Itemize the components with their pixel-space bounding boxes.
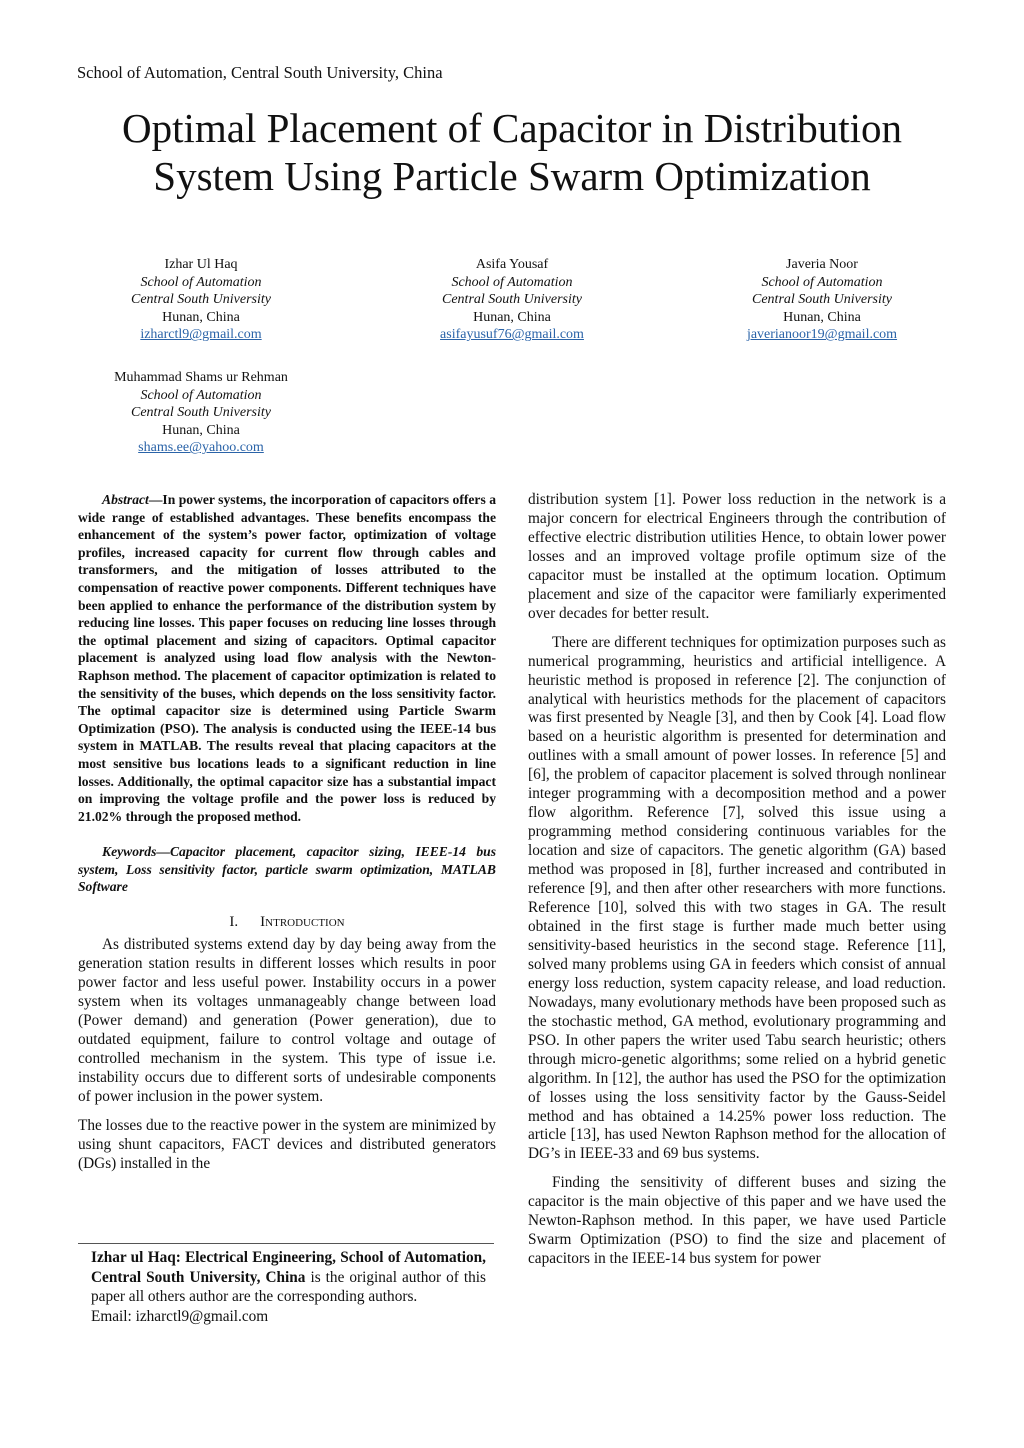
author-university: Central South University [442,292,582,308]
right-column [528,491,946,1269]
author-name: Asifa Yousaf [475,257,549,272]
author-university: Central South University [752,292,892,308]
author-location: Hunan, China [162,309,240,325]
section-title: Introduction [260,914,345,931]
intro-paragraph-3: There are different techniques for optimization purposes such as numerical programming, heuristics and artificial intelligence. A heuristic method is proposed in reference [2]. The conjunction of analytical with heuristics methods for the placement of capacitors was first presented by Neagle [3], and then by Cook [4]. Load flow based on a heuristic algorithm is presented for determination and outlines with a small amount of power losses. In reference [5] and [6], the problem of capacitor placement is solved through nonlinear integer programming with a decomposition method and a power flow algorithm. Reference [7], solved this issue using a programming method considering continuous variables for the location and size of capacitors. The genetic algorithm (GA) based method was proposed in [8], further increased and contributed in reference [9], and then after other researchers with more functions. Reference [10], solved this with two stages in GA. The result obtained in the first stage is further made much better using sensitivity-based heuristics in the second stage. Reference [11], solved many problems using GA in feeders which consist of annual energy loss reduction, system capacity release, and load reduction. Nowadays, many evolutionary methods have been proposed such as the stochastic method, GA method, evolutionary programming and PSO. In other papers the writer used Tabu search heuristic; others through micro-genetic algorithms; some relied on a hybrid genetic algorithm. In [12], the author has used the PSO for the optimization of losses using the loss sensitivity factor by the Gauss-Seidel method and has obtained a 14.25% power loss reduction. The article [13], has used Newton Raphson method for the allocation of DG’s in IEEE-33 and 69 bus systems. [528,633,946,1163]
abstract: Abstract—In power systems, the incorporation of capacitors offers a wide range of established advantages. These benefits encompass the enhancement of the system’s power factor, optimization of voltage profiles, increased capacity for current flow through cables and transformers, and the mitigation of losses attributed to the compensation of reactive power components. Different techniques have been applied to enhance the performance of the distribution system by reducing line losses. This paper focuses on reducing line losses through the optimal placement and sizing of capacitors. Optimal capacitor placement is analyzed using load flow analysis with the Newton-Raphson method. The placement of capacitor optimization is related to the sensitivity of the buses, which depends on the loss sensitivity factor. The optimal capacitor size is determined using Particle Swarm Optimization (PSO). The analysis is conducted using the IEEE-14 bus system in MATLAB. The results reveal that placing capacitors at the most sensitive bus locations leads to a significant reduction in line losses. Additionally, the optimal capacitor size has a substantial impact on improving the voltage profile and the power loss is reduced by 21.02% through the proposed method. [78,492,496,824]
keywords-text: Capacitor placement, capacitor sizing, IEEE-14 bus system, Loss sensitivity factor, particle swarm optimization, MATLAB Software [78,844,496,895]
author-email-link[interactable]: asifayusuf76@gmail.com [440,327,584,343]
author-location: Hunan, China [162,422,240,438]
author-department: School of Automation [140,387,262,403]
section-number: I. [229,914,239,931]
author-department: School of Automation [140,274,262,290]
paper-title [0,104,1024,200]
author-university: Central South University [131,292,271,308]
abstract-text: In power systems, the incorporation of capacitors offers a wide range of established advantages. These benefits encompass the enhancement of the system’s power factor, optimization of voltage profiles, increased capacity for current flow through cables and transformers, and the mitigation of losses attributed to the compensation of reactive power components. Different techniques have been applied to enhance the performance of the distribution system by reducing line losses. This paper focuses on reducing line losses through the optimal placement and sizing of capacitors. Optimal capacitor placement is analyzed using load flow analysis with the Newton-Raphson method. The placement of capacitor optimization is related to the sensitivity of the buses, which depends on the loss sensitivity factor. The optimal capacitor size is determined using Particle Swarm Optimization (PSO). The analysis is conducted using the IEEE-14 bus system in MATLAB. The results reveal that placing capacitors at the most sensitive bus locations leads to a significant reduction in line losses. Additionally, the optimal capacitor size has a substantial impact on improving the voltage profile and the power loss is reduced by 21.02% through the proposed method. [78,492,496,824]
author-email-link[interactable]: shams.ee@yahoo.com [138,440,264,456]
author-block-2 [382,256,642,344]
author-department: School of Automation [761,274,883,290]
author-footnote [91,1248,486,1326]
title-line-2: System Using Particle Swarm Optimization [153,153,871,199]
author-name: Izhar Ul Haq [164,257,238,272]
intro-paragraph-2: The losses due to the reactive power in the system are minimized by using shunt capacitors, FACT devices and distributed generators (DGs) installed in the [78,1116,496,1172]
left-column [78,491,496,1173]
intro-paragraph-1: As distributed systems extend day by day being away from the generation station results in different losses which results in poor power factor and less useful power. Instability occurs in a power system when its voltages unmanageably change between load (Power demand) and generation (Power generation), due to outdated equipment, failure to control voltage and outage of controlled mechanism in the system. This type of issue i.e. instability occurs due to different sorts of undesirable components of power inclusion in the power system. [78,936,496,1105]
title-line-1: Optimal Placement of Capacitor in Distribution [122,105,902,151]
author-email-link[interactable]: izharctl9@gmail.com [140,327,262,343]
intro-paragraph-4: Finding the sensitivity of different buses and sizing the capacitor is the main objective of this paper and we have used the Newton-Raphson method. In this paper, we have used Particle Swarm Optimization (PSO) to find the size and placement of capacitors in the IEEE-14 bus system for power [528,1174,946,1268]
intro-paragraph-2-continued: distribution system [1]. Power loss reduction in the network is a major concern for electrical Engineers through the contribution of effective electric distribution utilities Hence, to obtain lower power losses and an improved voltage profile optimum size of the capacitor must be installed at the optimum location. Optimum placement and size of the capacitor were familiarly experimented over decades for better result. [528,491,946,622]
author-email-link[interactable]: javerianoor19@gmail.com [746,327,898,343]
header-affiliation: School of Automation, Central South University, China [77,63,443,82]
footnote-text: is the original author of this paper all others author are the corresponding authors. [91,1268,486,1306]
author-department: School of Automation [451,274,573,290]
author-block-4 [71,369,331,457]
keywords-label: Keywords [102,844,157,860]
author-name: Javeria Noor [786,257,858,272]
author-location: Hunan, China [783,309,861,325]
author-university: Central South University [131,405,271,421]
footnote-divider [78,1243,494,1244]
author-name: Muhammad Shams ur Rehman [114,370,288,385]
author-block-3 [692,256,952,344]
author-location: Hunan, China [473,309,551,325]
author-block-1 [71,256,331,344]
abstract-label: Abstract [102,492,149,507]
section-heading-introduction [78,913,496,932]
footnote-bold-text: Izhar ul Haq: Electrical Engineering, School of Automation, Central South University, China [91,1249,486,1286]
footnote-email: Email: izharctl9@gmail.com [91,1307,269,1325]
keywords: Keywords—Capacitor placement, capacitor sizing, IEEE-14 bus system, Loss sensitivity factor, particle swarm optimization, MATLAB Software [78,844,496,895]
